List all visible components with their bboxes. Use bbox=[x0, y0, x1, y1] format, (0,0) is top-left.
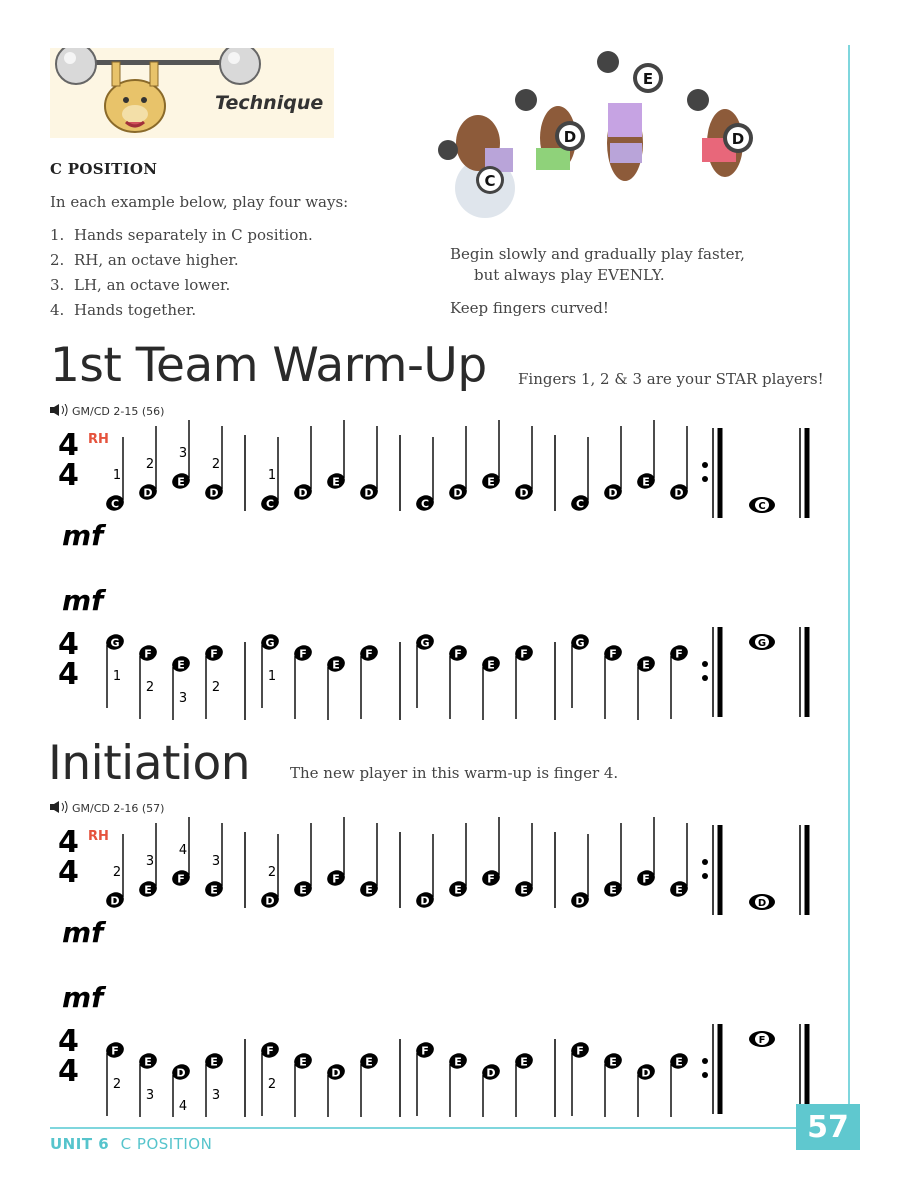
piece1-rh-note-1-letter: D bbox=[143, 486, 153, 500]
instructions-steps bbox=[50, 226, 313, 326]
piece1-lh-note-11-letter: F bbox=[520, 647, 528, 661]
piece2-rh-final-letter: D bbox=[757, 898, 767, 909]
speaker-icon bbox=[50, 801, 70, 816]
piece2-rh-label: RH bbox=[88, 829, 109, 844]
piece1-rh-note-2-finger: 3 bbox=[178, 446, 188, 461]
piece1-lh-final-letter: G bbox=[757, 638, 767, 649]
piece2-lh-note-2-finger: 4 bbox=[178, 1099, 188, 1114]
piece2-lh-note-8-letter: F bbox=[421, 1044, 429, 1058]
lifter-3-letter: E bbox=[642, 70, 654, 88]
piece1-lh-repeat-dot-1 bbox=[702, 661, 708, 667]
piece1-lh-note-3-finger: 2 bbox=[211, 680, 221, 695]
piece1-rh-label: RH bbox=[88, 432, 109, 447]
piece2-lh-note-1-letter: E bbox=[144, 1055, 152, 1069]
piece2-lh-repeat-dot-2 bbox=[702, 1072, 708, 1078]
piece2-rh-note-13-letter: E bbox=[609, 883, 617, 897]
piece2-lh-note-10-letter: D bbox=[486, 1066, 496, 1080]
piece-2-subtitle: The new player in this warm-up is finger 4. bbox=[290, 764, 619, 782]
piece-1-title: 1st Team Warm-Up bbox=[50, 338, 487, 393]
piece2-rh-note-5-letter: E bbox=[299, 883, 307, 897]
piece1-rh-time-bottom: 4 bbox=[58, 458, 79, 493]
piece1-lh-note-8-letter: G bbox=[420, 636, 430, 650]
piece2-lh-note-4-finger: 2 bbox=[267, 1077, 277, 1092]
piece2-rh-note-14-letter: F bbox=[642, 872, 650, 886]
piece1-lh-note-13-letter: F bbox=[609, 647, 617, 661]
piece2-rh-note-11-letter: E bbox=[520, 883, 528, 897]
tip-curved: Keep fingers curved! bbox=[450, 299, 609, 317]
piece2-rh-repeat-dot-1 bbox=[702, 859, 708, 865]
piece1-rh-note-0-letter: C bbox=[110, 497, 120, 511]
piece-1-cd-ref: GM/CD 2-15 (56) bbox=[50, 404, 164, 419]
lifter-3 bbox=[597, 51, 663, 181]
piece1-lh-note-1-finger: 2 bbox=[145, 680, 155, 695]
piece1-rh-note-3-finger: 2 bbox=[211, 457, 221, 472]
piece1-rh-repeat-dot-2 bbox=[702, 476, 708, 482]
piece2-lh-note-14-letter: D bbox=[641, 1066, 651, 1080]
instructions-intro: In each example below, play four ways: bbox=[50, 193, 349, 211]
piece1-rh-note-4-finger: 1 bbox=[267, 468, 277, 483]
piece1-rh-note-1-finger: 2 bbox=[145, 457, 155, 472]
piece1-rh-note-8-letter: C bbox=[420, 497, 430, 511]
technique-label: Technique bbox=[215, 92, 324, 114]
piece1-lh-note-4-letter: G bbox=[265, 636, 275, 650]
piece1-lh-repeat-dot-2 bbox=[702, 675, 708, 681]
piece1-rh-note-6-letter: E bbox=[332, 475, 340, 489]
piece2-rh-note-9-letter: E bbox=[454, 883, 462, 897]
piece1-lh-note-0-letter: G bbox=[110, 636, 120, 650]
piece1-lh-time-top: 4 bbox=[58, 627, 79, 662]
section-heading: C POSITION bbox=[50, 160, 158, 178]
piece1-lh-note-1-letter: F bbox=[144, 647, 152, 661]
piece1-rh-note-5-letter: D bbox=[298, 486, 308, 500]
piece2-lh-final-letter: F bbox=[758, 1035, 766, 1046]
list-item: 4. Hands together. bbox=[50, 301, 197, 319]
piece1-rh-note-9-letter: D bbox=[453, 486, 463, 500]
piece2-rh-note-7-letter: E bbox=[365, 883, 373, 897]
piece1-lh-note-4-finger: 1 bbox=[267, 669, 277, 684]
piece2-lh-note-9-letter: E bbox=[454, 1055, 462, 1069]
piece1-rh-note-3-letter: D bbox=[209, 486, 219, 500]
piece2-rh-time-top: 4 bbox=[58, 825, 79, 860]
piece-2-cd-ref: GM/CD 2-16 (57) bbox=[50, 801, 164, 816]
piece2-rh-note-3-finger: 3 bbox=[211, 854, 221, 869]
piece1-lh-note-2-finger: 3 bbox=[178, 691, 188, 706]
piece-1-score bbox=[0, 420, 900, 720]
piece1-rh-note-11-letter: D bbox=[519, 486, 529, 500]
piece2-rh-note-0-finger: 2 bbox=[112, 865, 122, 880]
piece2-rh-note-4-letter: D bbox=[265, 894, 275, 908]
lifter-2-letter: D bbox=[563, 128, 577, 146]
piece1-lh-note-3-letter: F bbox=[210, 647, 218, 661]
list-item: 2. RH, an octave higher. bbox=[50, 251, 239, 269]
piece2-lh-note-13-letter: E bbox=[609, 1055, 617, 1069]
piece2-rh-note-3-letter: E bbox=[210, 883, 218, 897]
piece2-lh-note-11-letter: E bbox=[520, 1055, 528, 1069]
page-number: 57 bbox=[796, 1104, 860, 1150]
piece2-lh-repeat-dot-1 bbox=[702, 1058, 708, 1064]
piece1-lh-dynamic: mf bbox=[62, 584, 104, 617]
footer-line bbox=[50, 1127, 800, 1129]
lifter-4 bbox=[687, 89, 753, 177]
piece2-lh-note-3-finger: 3 bbox=[211, 1088, 221, 1103]
weightlifters-illustration bbox=[430, 48, 810, 223]
piece2-rh-note-10-letter: F bbox=[487, 872, 495, 886]
piece-1-subtitle: Fingers 1, 2 & 3 are your STAR players! bbox=[518, 370, 824, 388]
piece1-rh-note-10-letter: E bbox=[487, 475, 495, 489]
piece1-lh-note-5-letter: F bbox=[299, 647, 307, 661]
speaker-icon bbox=[50, 404, 70, 419]
lifter-1-letter: C bbox=[484, 172, 496, 190]
piece2-rh-note-6-letter: F bbox=[332, 872, 340, 886]
piece2-lh-time-bottom: 4 bbox=[58, 1054, 79, 1089]
piece2-rh-note-4-finger: 2 bbox=[267, 865, 277, 880]
piece2-lh-note-7-letter: E bbox=[365, 1055, 373, 1069]
piece1-rh-note-12-letter: C bbox=[575, 497, 585, 511]
piece1-lh-note-2-letter: E bbox=[177, 658, 185, 672]
piece1-rh-time-top: 4 bbox=[58, 428, 79, 463]
list-item: 1. Hands separately in C position. bbox=[50, 226, 313, 244]
piece2-rh-repeat-dot-2 bbox=[702, 873, 708, 879]
piece2-rh-note-8-letter: D bbox=[420, 894, 430, 908]
piece2-rh-note-2-letter: F bbox=[177, 872, 185, 886]
piece2-rh-dynamic: mf bbox=[62, 916, 104, 949]
piece2-lh-dynamic: mf bbox=[62, 981, 104, 1014]
piece-2-score bbox=[0, 817, 900, 1117]
piece1-lh-note-6-letter: E bbox=[332, 658, 340, 672]
tip-evenly: Begin slowly and gradually play faster, but always play EVENLY. bbox=[450, 245, 745, 284]
piece2-rh-note-15-letter: E bbox=[675, 883, 683, 897]
piece1-lh-note-14-letter: E bbox=[642, 658, 650, 672]
piece2-lh-note-5-letter: E bbox=[299, 1055, 307, 1069]
piece1-lh-note-10-letter: E bbox=[487, 658, 495, 672]
piece2-lh-note-15-letter: E bbox=[675, 1055, 683, 1069]
piece2-rh-note-0-letter: D bbox=[110, 894, 120, 908]
lifter-2 bbox=[515, 89, 585, 170]
lifter-4-letter: D bbox=[731, 130, 745, 148]
piece2-lh-note-1-finger: 3 bbox=[145, 1088, 155, 1103]
footer-unit: UNIT 6 C POSITION bbox=[50, 1135, 213, 1153]
piece1-lh-note-0-finger: 1 bbox=[112, 669, 122, 684]
piece1-rh-repeat-dot-1 bbox=[702, 462, 708, 468]
piece1-lh-note-12-letter: G bbox=[575, 636, 585, 650]
piece1-rh-note-13-letter: D bbox=[608, 486, 618, 500]
piece2-rh-note-12-letter: D bbox=[575, 894, 585, 908]
lifter-1 bbox=[438, 115, 515, 218]
piece2-rh-time-bottom: 4 bbox=[58, 855, 79, 890]
piece2-lh-note-6-letter: D bbox=[331, 1066, 341, 1080]
piece1-lh-note-15-letter: F bbox=[675, 647, 683, 661]
piece-2-title: Initiation bbox=[48, 736, 251, 791]
piece1-rh-note-7-letter: D bbox=[364, 486, 374, 500]
piece2-rh-note-2-finger: 4 bbox=[178, 843, 188, 858]
piece2-rh-note-1-finger: 3 bbox=[145, 854, 155, 869]
piece1-rh-note-4-letter: C bbox=[265, 497, 275, 511]
piece1-lh-note-7-letter: F bbox=[365, 647, 373, 661]
piece1-rh-dynamic: mf bbox=[62, 519, 104, 552]
piece1-rh-final-letter: C bbox=[758, 501, 766, 512]
piece2-lh-note-12-letter: F bbox=[576, 1044, 584, 1058]
piece2-lh-note-3-letter: E bbox=[210, 1055, 218, 1069]
piece2-lh-note-0-finger: 2 bbox=[112, 1077, 122, 1092]
list-item: 3. LH, an octave lower. bbox=[50, 276, 231, 294]
piece1-lh-note-9-letter: F bbox=[454, 647, 462, 661]
piece1-rh-note-14-letter: E bbox=[642, 475, 650, 489]
piece1-rh-note-15-letter: D bbox=[674, 486, 684, 500]
piece2-lh-time-top: 4 bbox=[58, 1024, 79, 1059]
piece2-lh-note-0-letter: F bbox=[111, 1044, 119, 1058]
piece2-lh-note-2-letter: D bbox=[176, 1066, 186, 1080]
piece1-rh-note-0-finger: 1 bbox=[112, 468, 122, 483]
piece2-rh-note-1-letter: E bbox=[144, 883, 152, 897]
piece2-lh-note-4-letter: F bbox=[266, 1044, 274, 1058]
piece1-rh-note-2-letter: E bbox=[177, 475, 185, 489]
piece1-lh-time-bottom: 4 bbox=[58, 657, 79, 692]
